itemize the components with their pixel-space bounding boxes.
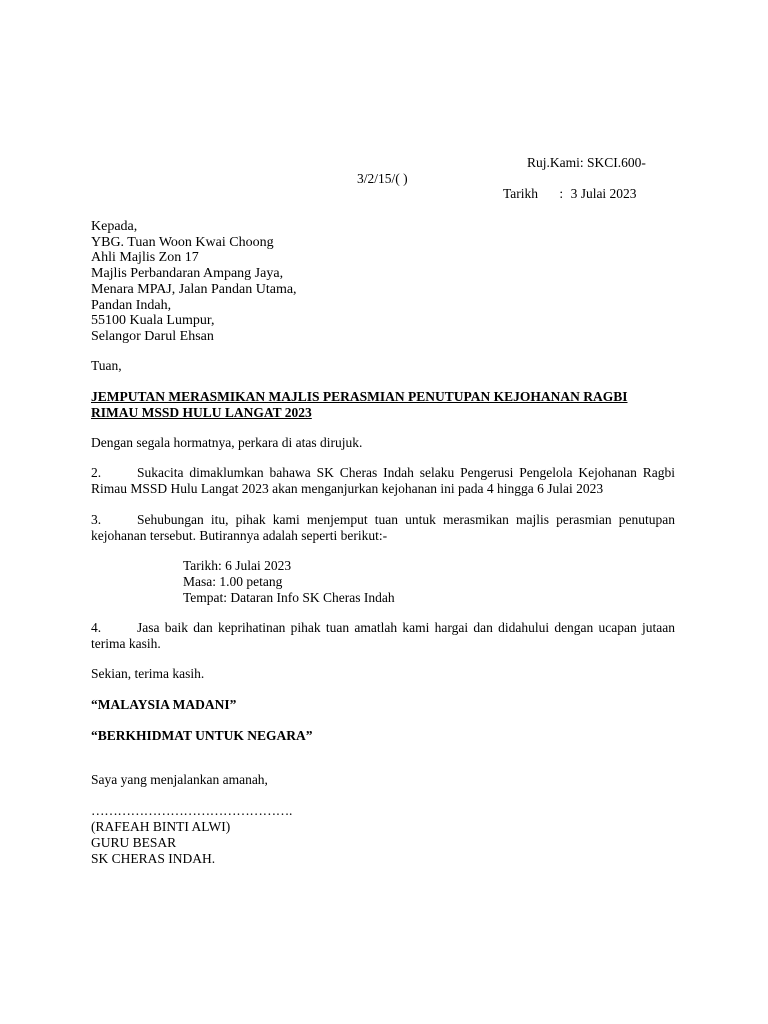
signature-dots: ………………………………………. [91, 803, 293, 818]
paragraph-2 [91, 465, 675, 497]
recipient-line: Selangor Darul Ehsan [91, 328, 214, 344]
letter-date [503, 186, 637, 202]
paragraph-text: Jasa baik dan keprihatinan pihak tuan amatlah kami hargai dan didahului dengan ucapan jutaan terima kasih. [91, 620, 675, 651]
recipient-line: YBG. Tuan Woon Kwai Choong [91, 234, 274, 250]
subject-line: JEMPUTAN MERASMIKAN MAJLIS PERASMIAN PENUTUPAN KEJOHANAN RAGBI [91, 389, 628, 404]
recipient-line: Menara MPAJ, Jalan Pandan Utama, [91, 281, 297, 297]
event-details [183, 558, 395, 606]
date-separator: : [559, 186, 564, 201]
recipient-line: Ahli Majlis Zon 17 [91, 250, 199, 266]
reference-number: Ruj.Kami: SKCI.600- [527, 155, 646, 170]
recipient-line: Pandan Indah, [91, 297, 172, 313]
event-place: Tempat: Dataran Info SK Cheras Indah [183, 590, 395, 605]
trust-line: Saya yang menjalankan amanah, [91, 772, 268, 787]
paragraph-text: Sukacita dimaklumkan bahawa SK Cheras Indah selaku Pengerusi Pengelola Kejohanan Ragbi Rimau MSSD Hulu Langat 2023 akan menganjurkan kejohanan ini pada 4 hingga 6 Julai 2023 [91, 465, 675, 496]
recipient-line: 55100 Kuala Lumpur, [91, 313, 215, 329]
recipient-line: Majlis Perbandaran Ampang Jaya, [91, 266, 284, 282]
signatory-school: SK CHERAS INDAH. [91, 851, 216, 866]
subject-line: RIMAU MSSD HULU LANGAT 2023 [91, 405, 312, 420]
subject-heading [91, 389, 628, 421]
paragraph-number: 3. [91, 512, 102, 527]
paragraph-number: 4. [91, 620, 102, 635]
reference-number-continuation: 3/2/15/( ) [357, 171, 408, 186]
recipient-address [91, 219, 297, 345]
event-time: Masa: 1.00 petang [183, 574, 283, 589]
paragraph-4 [91, 620, 675, 652]
paragraph-3 [91, 512, 675, 544]
intro-text: Dengan segala hormatnya, perkara di atas dirujuk. [91, 435, 363, 450]
signature-block [91, 803, 292, 867]
paragraph-text: Sehubungan itu, pihak kami menjemput tuan untuk merasmikan majlis perasmian penutupan kejohanan tersebut. Butirannya adalah seperti berikut:- [91, 512, 675, 543]
signatory-title: GURU BESAR [91, 835, 177, 850]
closing-text: Sekian, terima kasih. [91, 666, 205, 681]
signatory-name: (RAFEAH BINTI ALWI) [91, 819, 231, 834]
motto-berkhidmat: “BERKHIDMAT UNTUK NEGARA” [91, 728, 313, 743]
paragraph-number: 2. [91, 465, 102, 480]
motto-malaysia-madani: “MALAYSIA MADANI” [91, 697, 237, 712]
date-label: Tarikh [503, 186, 539, 201]
greeting: Tuan, [91, 358, 122, 373]
recipient-to: Kepada, [91, 219, 138, 234]
event-date: Tarikh: 6 Julai 2023 [183, 558, 292, 573]
date-value: 3 Julai 2023 [570, 186, 637, 201]
